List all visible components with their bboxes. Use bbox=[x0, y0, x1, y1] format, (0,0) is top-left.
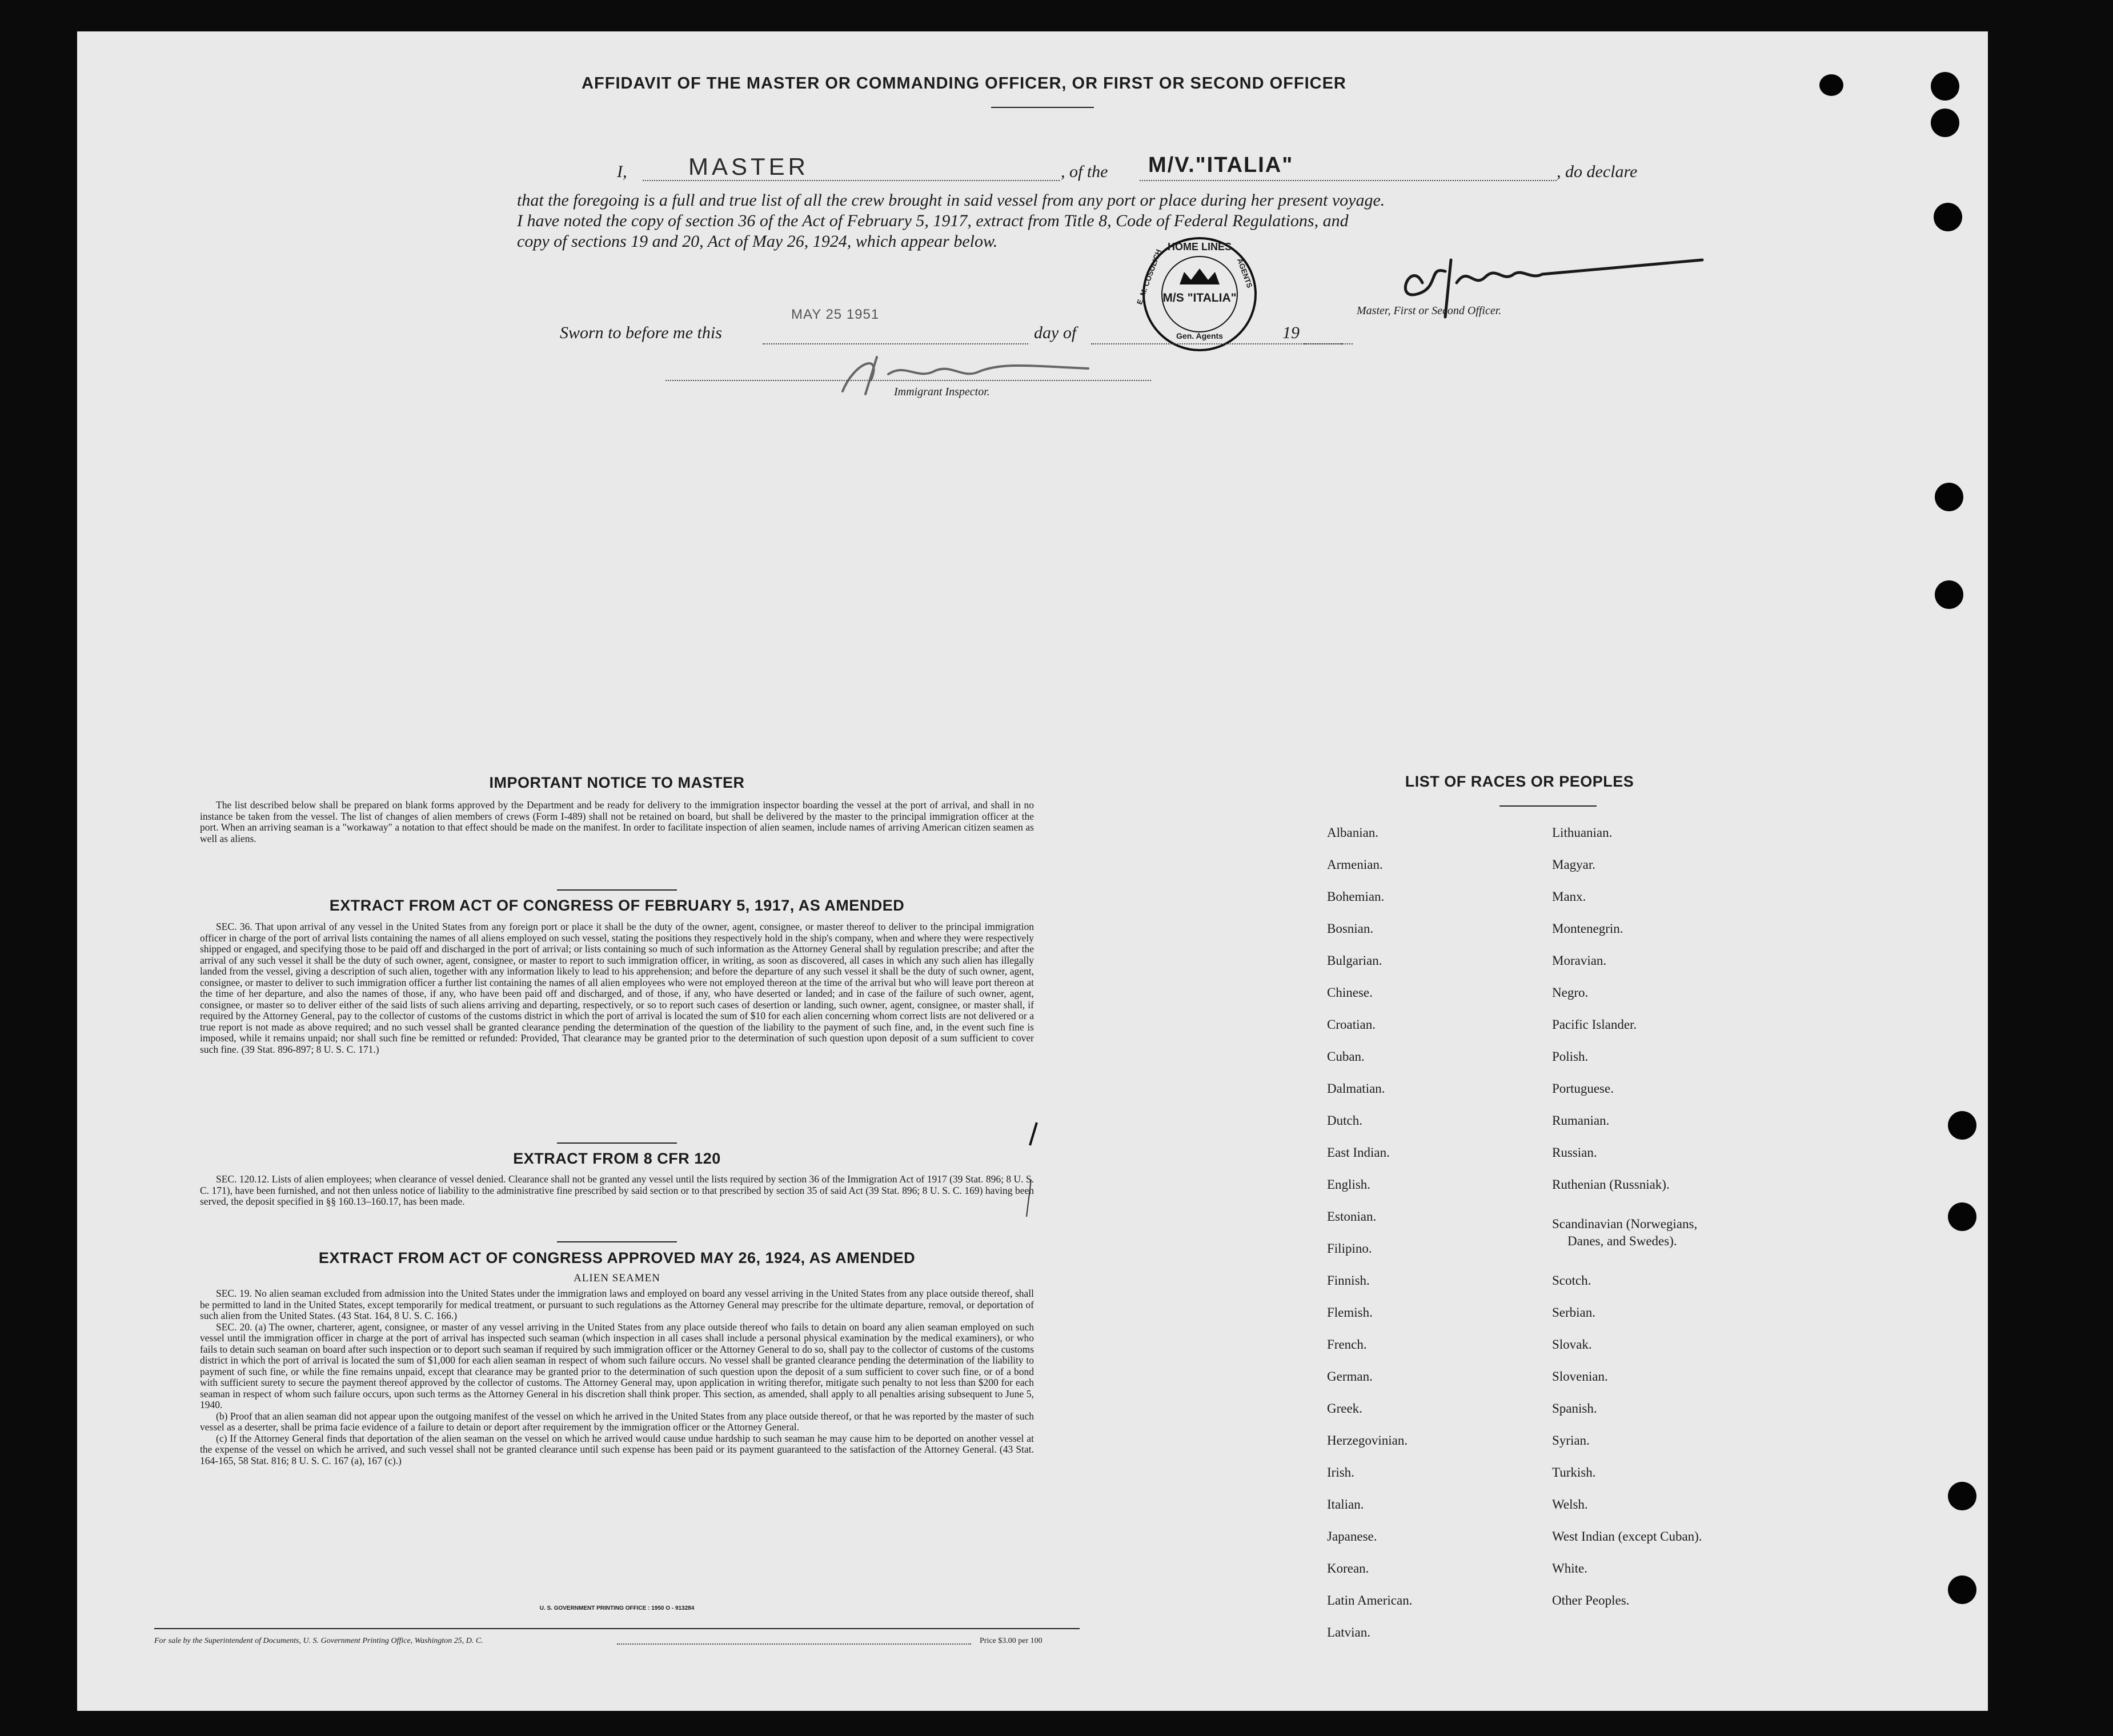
footer-price: Price $3.00 per 100 bbox=[980, 1637, 1043, 1645]
race-item: Scandinavian (Norwegians, bbox=[1552, 1217, 1698, 1231]
race-item: Lithuanian. bbox=[1552, 825, 1613, 840]
stamp-ship: M/S "ITALIA" bbox=[1162, 291, 1237, 304]
race-item: Turkish. bbox=[1552, 1465, 1596, 1480]
year-prefix: 19 bbox=[1282, 323, 1300, 342]
decl-declare: , do declare bbox=[1557, 162, 1638, 181]
stamp-top: HOME LINES bbox=[1167, 241, 1232, 252]
race-item: Latvian. bbox=[1327, 1625, 1370, 1639]
sworn-text: Sworn to before me this bbox=[560, 323, 722, 342]
race-item: Cuban. bbox=[1327, 1049, 1365, 1064]
divider-1 bbox=[557, 889, 677, 891]
race-item: Armenian. bbox=[1327, 857, 1383, 872]
affidavit-title: AFFIDAVIT OF THE MASTER OR COMMANDING OFFICER, OR FIRST OR SECOND OFFICER bbox=[582, 74, 1346, 93]
footer-sale: For sale by the Superintendent of Documents, U. S. Government Printing Office, Washington 25, D. C. bbox=[154, 1637, 483, 1645]
punch-hole bbox=[1948, 1202, 1976, 1231]
race-item: Pacific Islander. bbox=[1552, 1017, 1637, 1032]
race-item: Montenegrin. bbox=[1552, 921, 1623, 936]
stamp-bottom: Gen. Agents bbox=[1176, 331, 1223, 340]
notice-text: The list described below shall be prepared on blank forms approved by the Department and be ready for delivery to the immigration inspector boarding the vessel at the port of arrival, and shall in no instance be taken from the vessel. The list of changes of alien members of crews (Form I-489) shall not be retained on board, but shall be delivered by the master to the principal immigration officer at the port. When an arriving seaman is a "workaway" a notation to that effect should be made on the manifest. In order to facilitate inspection of alien seamen, include names of arriving American citizen seamen as well as aliens. bbox=[200, 799, 1034, 844]
race-item: Scotch. bbox=[1552, 1273, 1591, 1288]
race-item: Croatian. bbox=[1327, 1017, 1376, 1032]
race-item: Bosnian. bbox=[1327, 921, 1374, 936]
race-item: Syrian. bbox=[1552, 1433, 1590, 1448]
race-item: Magyar. bbox=[1552, 857, 1596, 872]
extract-1917-heading: EXTRACT FROM ACT OF CONGRESS OF FEBRUARY 5, 1917, AS AMENDED bbox=[329, 897, 905, 914]
sec-19-text: SEC. 19. No alien seaman excluded from admission into the United States under the immigration laws and employed on board any vessel arriving in the United States from any place outside thereof, shall be permitted to land in the United States, except temporarily for medical treatment, or pursuant to such regulations as the Attorney General may prescribe for the ultimate departure, removal, or deportation of such alien from the United States. (43 Stat. 164, 8 U. S. C. 166.) bbox=[200, 1288, 1034, 1321]
punch-hole bbox=[1948, 1111, 1976, 1140]
punch-hole bbox=[1931, 72, 1959, 101]
company-stamp bbox=[1135, 234, 1260, 354]
sec-120-12-text: SEC. 120.12. Lists of alien employees; when clearance of vessel denied. Clearance shall not be granted any vessel until the lists required by section 36 of the Immigration Act of 1917 (39 Stat. 896; 8 U. S. C. 171), have been furnished, and not then unless notice of liability to the administrative fine prescribed by said section or to that prescribed by section 35 of said Act (39 Stat. 896; 8 U. S. C. 169) having been served, the deposit specified in §§ 160.13–160.17, has been made. bbox=[200, 1173, 1034, 1207]
footer-rule bbox=[154, 1628, 1080, 1629]
pen-mark bbox=[1020, 1117, 1043, 1220]
date-stamp: MAY 25 1951 bbox=[791, 307, 880, 322]
punch-hole bbox=[1935, 483, 1963, 511]
race-item: Irish. bbox=[1327, 1465, 1354, 1480]
race-item: Slovenian. bbox=[1552, 1369, 1608, 1384]
race-item: Korean. bbox=[1327, 1561, 1369, 1575]
race-item: West Indian (except Cuban). bbox=[1552, 1529, 1702, 1543]
decl-of-the: , of the bbox=[1061, 162, 1108, 181]
race-item: French. bbox=[1327, 1337, 1367, 1352]
master-caption: Master, First or Second Officer. bbox=[1357, 304, 1502, 317]
extract-1917-body bbox=[200, 921, 1034, 1055]
punch-hole bbox=[1948, 1575, 1976, 1604]
race-item: Bohemian. bbox=[1327, 889, 1385, 904]
race-item: Moravian. bbox=[1552, 953, 1607, 968]
extract-1924-heading: EXTRACT FROM ACT OF CONGRESS APPROVED MAY 26, 1924, AS AMENDED bbox=[318, 1249, 916, 1266]
race-item: Polish. bbox=[1552, 1049, 1589, 1064]
race-item: White. bbox=[1552, 1561, 1587, 1575]
day-of-text: day of bbox=[1034, 323, 1077, 342]
race-item: Chinese. bbox=[1327, 985, 1373, 1000]
stamp-left: E. M. COSULICH bbox=[1135, 248, 1163, 306]
race-item: Dutch. bbox=[1327, 1113, 1362, 1128]
sec-36-text: SEC. 36. That upon arrival of any vessel in the United States from any foreign port or place it shall be the duty of the owner, agent, consignee, or master thereof to deliver to the principal immigration officer in charge of the port of arrival lists containing the names of all aliens employed on such vessel, stating the positions they respectively hold in the ship's company, when and where they were respectively shipped or engaged, and specifying those to be paid off and discharged in the port of arrival; or lists containing so much of such information as the Attorney General shall by regulation prescribe; and after the arrival of any such vessel it shall be the duty of such owner, agent, consignee, or master to report to such immigration officer, in writing, as soon as discovered, all cases in which any such alien has illegally landed from the vessel, giving a description of such alien, together with any information likely to lead to his apprehension; and before the departure of any such vessel it shall be the duty of such owner, agent, consignee, or master to deliver to such immigration officer a further list containing the names of all alien employees who were not employed thereon at the time of the arrival but who will leave port thereon at the time of her departure, and also the names of those, if any, who have been paid off and discharged, and of those, if any, who have deserted or landed; and in case of the failure of such owner, agent, consignee, or master so to deliver either of the said lists of such aliens arriving and departing, respectively, or so to report such cases of desertion or landing, such owner, agent, consignee, or master shall, if required by the Attorney General, pay to the collector of customs of the customs district in which the port of arrival is located the sum of $10 for each alien concerning whom correct lists are not delivered or a true report is not made as above required; and no such vessel shall be granted clearance pending the determination of the question of the liability to the payment of such fine, and, in the event such fine is imposed, while it remains unpaid; nor shall such fine be remitted or refunded: Provided, That clearance may be granted prior to the determination of such question upon deposit of a sum sufficient to cover such fine. (39 Stat. 896-897; 8 U. S. C. 171.) bbox=[200, 921, 1034, 1055]
decl-line-3: I have noted the copy of section 36 of the Act of February 5, 1917, extract from Title 8, Code of Federal Regulations, and bbox=[517, 211, 1349, 230]
race-item: Filipino. bbox=[1327, 1241, 1372, 1256]
divider-2 bbox=[557, 1142, 677, 1144]
race-item: Bulgarian. bbox=[1327, 953, 1382, 968]
decl-line-2: that the foregoing is a full and true list of all the crew brought in said vessel from any port or place during her present voyage. bbox=[517, 191, 1385, 210]
race-item: Flemish. bbox=[1327, 1305, 1373, 1320]
inspector-caption: Immigrant Inspector. bbox=[894, 386, 990, 398]
year-line bbox=[1304, 338, 1353, 344]
race-item: Italian. bbox=[1327, 1497, 1364, 1512]
extract-1924-body bbox=[200, 1288, 1034, 1466]
extract-8cfr-heading: EXTRACT FROM 8 CFR 120 bbox=[513, 1150, 721, 1167]
race-item: Negro. bbox=[1552, 985, 1589, 1000]
punch-hole bbox=[1934, 203, 1962, 231]
sec-20b-text: (b) Proof that an alien seaman did not appear upon the outgoing manifest of the vessel on which he arrived in the United States from any place outside thereof, or that he was reported by the master of such vessel as a deserter, shall be prima facie evidence of a failure to detain or deport after requirement by the immigration officer or the Attorney General. bbox=[200, 1410, 1034, 1433]
race-item: Greek. bbox=[1327, 1401, 1362, 1416]
stamp-right: AGENTS bbox=[1235, 257, 1254, 290]
race-item: Finnish. bbox=[1327, 1273, 1370, 1288]
race-item: German. bbox=[1327, 1369, 1373, 1384]
races-divider bbox=[1499, 805, 1597, 807]
race-item: Herzegovinian. bbox=[1327, 1433, 1408, 1448]
alien-seamen-subheading: ALIEN SEAMEN bbox=[574, 1272, 660, 1284]
race-item: Japanese. bbox=[1327, 1529, 1377, 1543]
race-item: Spanish. bbox=[1552, 1401, 1597, 1416]
race-item: Danes, and Swedes). bbox=[1567, 1234, 1677, 1248]
race-item: Serbian. bbox=[1552, 1305, 1596, 1320]
punch-hole bbox=[1935, 580, 1963, 609]
printing-office-line: U. S. GOVERNMENT PRINTING OFFICE : 1950 O - 913284 bbox=[539, 1605, 695, 1611]
master-name: MASTER bbox=[688, 153, 809, 180]
race-item: Russian. bbox=[1552, 1145, 1597, 1160]
notice-heading: IMPORTANT NOTICE TO MASTER bbox=[489, 774, 745, 791]
punch-hole bbox=[1819, 74, 1843, 96]
crown-icon bbox=[1180, 268, 1220, 284]
manifest-page bbox=[77, 31, 1988, 1711]
race-item: Manx. bbox=[1552, 889, 1586, 904]
punch-hole bbox=[1948, 1482, 1976, 1510]
decl-i: I, bbox=[617, 162, 627, 181]
race-item: Albanian. bbox=[1327, 825, 1379, 840]
notice-body bbox=[200, 800, 1034, 844]
divider-3 bbox=[557, 1241, 677, 1242]
punch-hole bbox=[1931, 109, 1959, 137]
vessel-name: M/V."ITALIA" bbox=[1148, 153, 1294, 177]
race-item: Estonian. bbox=[1327, 1209, 1377, 1224]
race-item: English. bbox=[1327, 1177, 1371, 1192]
race-item: Rumanian. bbox=[1552, 1113, 1610, 1128]
race-item: Ruthenian (Russniak). bbox=[1552, 1177, 1670, 1192]
sec-20c-text: (c) If the Attorney General finds that deportation of the alien seaman on the vessel on which he arrived would cause undue hardship to such seaman he may cause him to be deported on another vessel at the expense of the vessel on which he arrived, and such vessel shall not be granted clearance until such expense has been paid or its payment guaranteed to the satisfaction of the Attorney General. (43 Stat. 164-165, 58 Stat. 816; 8 U. S. C. 167 (a), 167 (c).) bbox=[200, 1432, 1034, 1466]
race-item: Slovak. bbox=[1552, 1337, 1592, 1352]
race-item: East Indian. bbox=[1327, 1145, 1390, 1160]
race-item: Other Peoples. bbox=[1552, 1593, 1630, 1607]
races-heading: LIST OF RACES OR PEOPLES bbox=[1405, 773, 1634, 790]
race-item: Dalmatian. bbox=[1327, 1081, 1385, 1096]
decl-line-4: copy of sections 19 and 20, Act of May 26, 1924, which appear below. bbox=[517, 232, 998, 251]
inspector-line bbox=[665, 374, 1151, 381]
sec-20a-text: SEC. 20. (a) The owner, charterer, agent, consignee, or master of any vessel arriving in the United States from any place outside thereof who fails to detain on board any alien seaman employed on such vessel until the immigration officer in charge at the port of arrival has inspected such seaman (which inspection in all cases shall include a personal physical examination by the medical examiners), or who fails to detain such seaman on board after such inspection or to deport such seaman if required by such immigration officer or the Attorney General to do so, shall pay to the collector of customs of the customs district in which the port of arrival is located the sum of $1,000 for each alien seaman in respect of whom such failure occurs. No vessel shall be granted clearance pending the determination of the liability to payment of such fine, or while the fine remains unpaid, except that clearance may be granted prior to the determination of such question upon the deposit of a sum sufficient to cover such fine, or of a bond with sufficient surety to secure the payment thereof approved by the collector of customs. The Attorney General may, upon application in writing therefor, mitigate such penalty to not less than $200 for each seaman in respect of whom such failure occurs, upon such terms as the Attorney General in his discretion shall think proper. This section, as amended, shall apply to all penalties arising subsequent to June 5, 1940. bbox=[200, 1321, 1034, 1410]
race-item: Portuguese. bbox=[1552, 1081, 1614, 1096]
footer-leader bbox=[617, 1641, 971, 1645]
race-item: Welsh. bbox=[1552, 1497, 1588, 1512]
extract-8cfr-body bbox=[200, 1174, 1034, 1208]
race-item: Latin American. bbox=[1327, 1593, 1413, 1607]
title-divider bbox=[991, 107, 1094, 108]
